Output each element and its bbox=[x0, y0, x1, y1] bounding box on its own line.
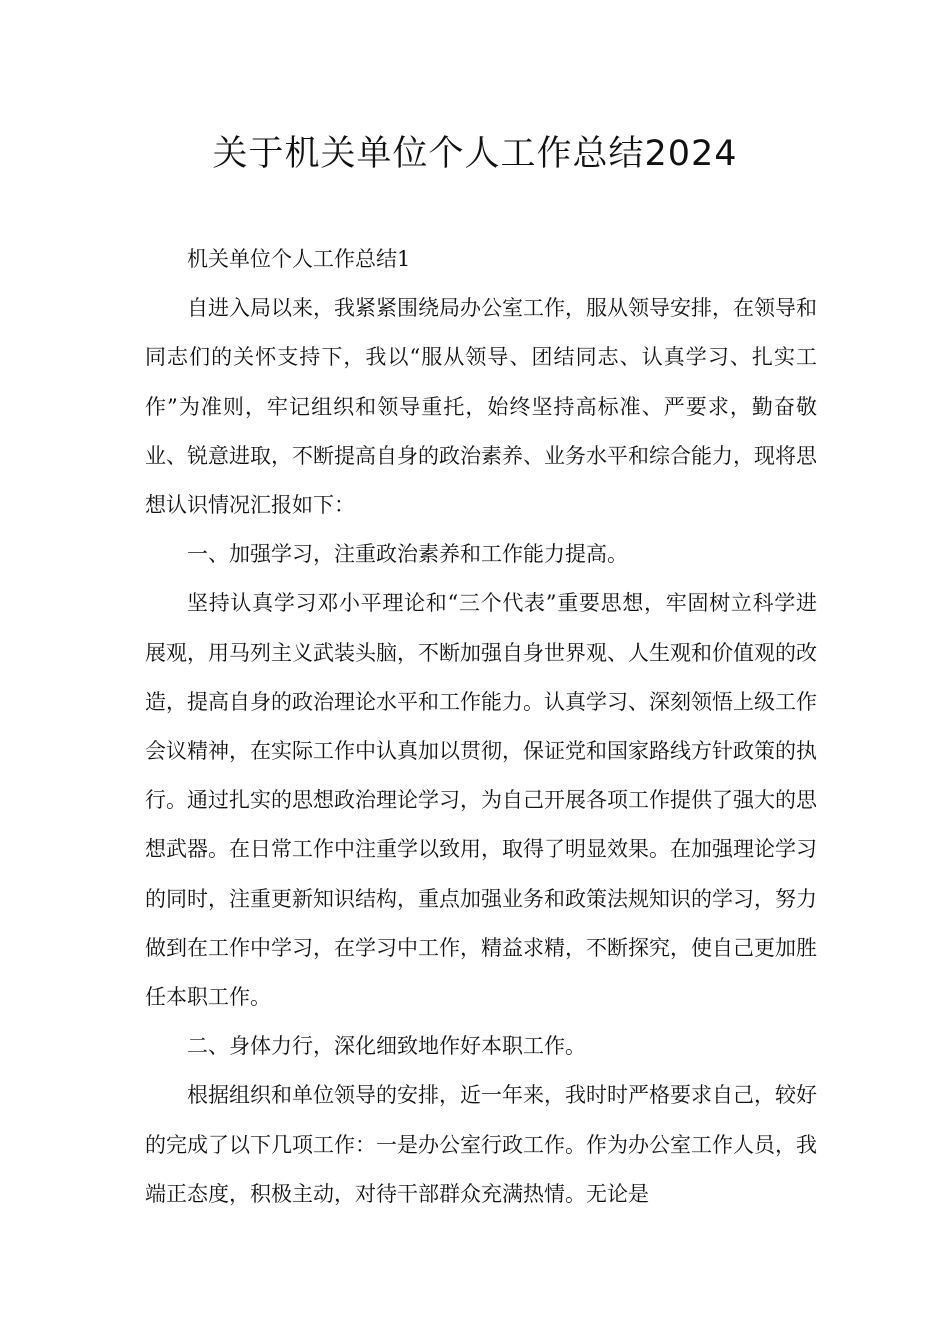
subheading-one: 一、加强学习，注重政治素养和工作能力提高。 bbox=[187, 542, 628, 567]
document-title: 关于机关单位个人工作总结2024 bbox=[212, 134, 738, 174]
document-body bbox=[145, 235, 817, 1219]
work-paragraph: 根据组织和单位领导的安排，近一年来，我时时严格要求自己，较好的完成了以下几项工作：一是办公室行政工作。作为办公室工作人员，我端正态度，积极主动，对待干部群众充满热情。无论是 bbox=[145, 1083, 817, 1206]
study-paragraph: 坚持认真学习邓小平理论和“三个代表”重要思想，牢固树立科学进展观，用马列主义武装头脑，不断加强自身世界观、人生观和价值观的改造，提高自身的政治理论水平和工作能力。认真学习、深刻领悟上级工作会议精神，在实际工作中认真加以贯彻，保证党和国家路线方针政策的执行。通过扎实的思想政治理论学习，为自己开展各项工作提供了强大的思想武器。在日常工作中注重学以致用，取得了明显效果。在加强理论学习的同时，注重更新知识结构，重点加强业务和政策法规知识的学习，努力做到在工作中学习，在学习中工作，精益求精，不断探究，使自己更加胜任本职工作。 bbox=[145, 591, 817, 1010]
intro-paragraph: 自进入局以来，我紧紧围绕局办公室工作，服从领导安排，在领导和同志们的关怀支持下，我以“服从领导、团结同志、认真学习、扎实工作”为准则，牢记组织和领导重托，始终坚持高标准、严要求，勤奋敬业、锐意进取，不断提高自身的政治素养、业务水平和综合能力，现将思想认识情况汇报如下： bbox=[145, 296, 817, 518]
section-heading: 机关单位个人工作总结1 bbox=[187, 247, 411, 271]
subheading-two: 二、身体力行，深化细致地作好本职工作。 bbox=[187, 1034, 586, 1059]
